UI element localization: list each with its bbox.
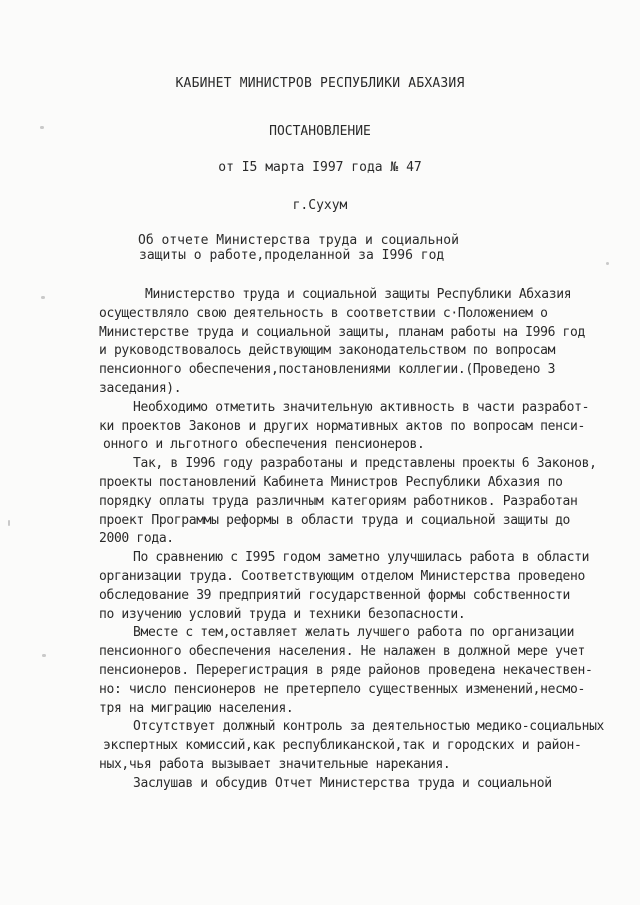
body-line: обследование 39 предприятий государственной формы собственности: [99, 587, 571, 603]
body-line: порядку оплаты труда различным категориям работников. Разработан: [99, 493, 578, 509]
body-line: пенсионеров. Перерегистрация в ряде районов проведена некачествен-: [99, 662, 593, 678]
body-text: [99, 286, 639, 794]
body-line: проект Программы реформы в области труда и социальной защиты до: [99, 512, 571, 528]
body-line: Необходимо отметить значительную активность в части разработ-: [133, 399, 590, 415]
city-line: г.Сухум: [292, 198, 348, 213]
body-line: Заслушав и обсудив Отчет Министерства труда и социальной: [133, 775, 552, 791]
body-line: но: число пенсионеров не претерпело существенных изменений,несмо-: [99, 681, 585, 697]
organization-heading: КАБИНЕТ МИНИСТРОВ РЕСПУБЛИКИ АБХАЗИЯ: [175, 76, 465, 91]
body-line: пенсионного обеспечения,постановлениями коллегии.(Проведено 3: [99, 362, 556, 378]
body-line: ки проектов Законов и других нормативных актов по вопросам пенси-: [99, 418, 585, 434]
body-line: осуществляло свою деятельность в соответствии с·Положением о: [99, 305, 548, 321]
body-line: Министерство труда и социальной защиты Республики Абхазия: [145, 287, 572, 302]
body-line: По сравнению с I995 годом заметно улучшилась работа в области: [133, 550, 590, 566]
subject-line: Об отчете Министерства труда и социальной: [138, 233, 459, 248]
body-line: онного и льготного обеспечения пенсионеров.: [103, 437, 425, 453]
subject-line: защиты о работе,проделанной за I996 год: [139, 248, 445, 263]
body-line: Отсутствует должный контроль за деятельностью медико-социальных: [133, 719, 605, 735]
body-line: пенсионного обеспечения населения. Не налажен в должной мере учет: [99, 644, 585, 660]
document-type-heading: ПОСТАНОВЛЕНИЕ: [269, 124, 371, 139]
date-number-line: от I5 марта I997 года № 47: [218, 160, 422, 175]
scan-speck: [42, 654, 46, 657]
body-line: организации труда. Соответствующим отделом Министерства проведено: [99, 568, 585, 584]
body-line: Так, в I996 году разработаны и представлены проекты 6 Законов,: [133, 456, 597, 472]
scan-speck: [40, 126, 44, 129]
body-line: проекты постановлений Кабинета Министров Республики Абхазия по: [99, 474, 563, 490]
scan-speck: [41, 296, 45, 299]
body-line: ных,чья работа вызывает значительные нарекания.: [99, 756, 451, 772]
body-line: и руководствовалось действующим законодательством по вопросам: [99, 343, 556, 359]
body-line: 2000 года.: [99, 531, 174, 547]
body-line: экспертных комиссий,как республиканской,так и городских и район-: [103, 738, 582, 754]
body-line: тря на миграцию населения.: [99, 700, 294, 716]
body-line: заседания).: [99, 380, 182, 396]
body-line: Министерстве труда и социальной защиты, планам работы на I996 год: [99, 324, 585, 340]
scan-speck: [8, 520, 10, 526]
body-line: по изучению условий труда и техники безопасности.: [99, 606, 466, 622]
body-line: Вместе с тем,оставляет желать лучшего работа по организации: [133, 625, 575, 641]
scan-speck: [606, 262, 609, 265]
subject-block: [138, 233, 558, 263]
